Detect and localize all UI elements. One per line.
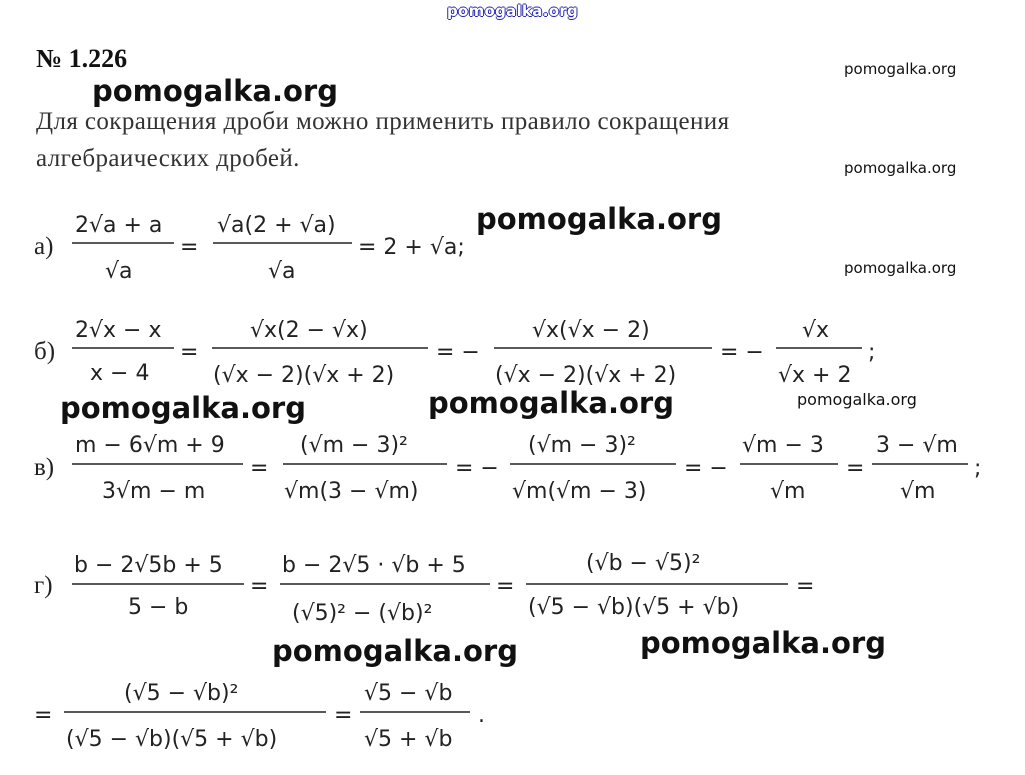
intro-text-line-1: Для сокращения дроби можно применить правило сокращения xyxy=(36,108,730,135)
part-a xyxy=(34,213,465,284)
part-v-frac5-denominator: √m xyxy=(900,479,936,504)
problem-number: № 1.226 xyxy=(36,44,128,73)
intro-text-line-2: алгебраических дробей. xyxy=(36,145,300,172)
semicolon: ; xyxy=(868,340,876,365)
part-a-frac1-denominator: √a xyxy=(105,259,133,284)
top-watermark: pomogalka.org xyxy=(446,2,579,20)
part-b-frac1-numerator: 2√x − x xyxy=(75,318,162,343)
part-g-frac5-denominator: √5 + √b xyxy=(364,727,453,752)
equals-sign: = xyxy=(180,235,199,260)
watermark: pomogalka.org xyxy=(844,259,957,277)
part-v-frac1-denominator: 3√m − m xyxy=(102,479,206,504)
part-a-frac2-denominator: √a xyxy=(268,259,296,284)
equals-sign: = xyxy=(846,456,865,481)
part-b-label: б) xyxy=(34,338,56,365)
equals-sign: = xyxy=(34,703,53,728)
equals-minus-sign: = − xyxy=(436,340,480,365)
equals-minus-sign: = − xyxy=(684,456,728,481)
watermark: pomogalka.org xyxy=(844,60,957,78)
part-b-frac2-denominator: (√x − 2)(√x + 2) xyxy=(213,363,395,388)
watermark: pomogalka.org xyxy=(844,159,957,177)
part-b-frac1-denominator: x − 4 xyxy=(90,361,150,386)
part-g-frac1-numerator: b − 2√5b + 5 xyxy=(74,553,223,578)
semicolon: ; xyxy=(974,456,982,481)
equals-sign: = xyxy=(334,703,353,728)
part-v-frac3-numerator: (√m − 3)² xyxy=(528,433,636,458)
part-a-result: = 2 + √a; xyxy=(358,235,465,260)
part-a-label: а) xyxy=(34,233,54,260)
part-v xyxy=(34,433,981,504)
part-v-frac1-numerator: m − 6√m + 9 xyxy=(75,433,225,458)
equals-minus-sign: = − xyxy=(720,340,764,365)
equals-sign: = xyxy=(796,574,815,599)
part-v-label: в) xyxy=(34,454,55,481)
part-v-frac5-numerator: 3 − √m xyxy=(876,433,958,458)
part-b-frac4-denominator: √x + 2 xyxy=(778,363,852,388)
watermark: pomogalka.org xyxy=(797,390,917,409)
part-g-frac4-numerator: (√5 − √b)² xyxy=(124,681,239,706)
part-g-frac3-numerator: (√b − √5)² xyxy=(586,551,701,576)
part-g-label: г) xyxy=(34,572,53,599)
part-b-frac2-numerator: √x(2 − √x) xyxy=(250,318,368,343)
equals-sign: = xyxy=(496,574,515,599)
part-b xyxy=(34,318,875,388)
watermark: pomogalka.org xyxy=(640,626,886,660)
watermark: pomogalka.org xyxy=(92,74,338,108)
watermark: pomogalka.org xyxy=(428,386,674,420)
part-a-frac1-numerator: 2√a + a xyxy=(75,213,163,238)
equals-sign: = xyxy=(180,340,199,365)
part-g-frac2-denominator: (√5)² − (√b)² xyxy=(292,601,433,626)
part-v-frac4-numerator: √m − 3 xyxy=(742,433,824,458)
part-v-frac3-denominator: √m(√m − 3) xyxy=(512,479,647,504)
part-g-frac1-denominator: 5 − b xyxy=(128,595,189,620)
part-g-frac5-numerator: √5 − √b xyxy=(364,681,453,706)
part-g-frac4-denominator: (√5 − √b)(√5 + √b) xyxy=(66,727,278,752)
part-g-frac3-denominator: (√5 − √b)(√5 + √b) xyxy=(528,595,740,620)
part-b-frac3-numerator: √x(√x − 2) xyxy=(532,318,650,343)
part-v-frac2-denominator: √m(3 − √m) xyxy=(284,479,419,504)
part-a-frac2-numerator: √a(2 + √a) xyxy=(217,213,336,238)
equals-sign: = xyxy=(250,574,269,599)
period: . xyxy=(478,703,485,728)
part-g-frac2-numerator: b − 2√5 · √b + 5 xyxy=(282,553,466,578)
watermark: pomogalka.org xyxy=(272,634,518,668)
equals-sign: = xyxy=(250,456,269,481)
watermark: pomogalka.org xyxy=(476,202,722,236)
part-v-frac4-denominator: √m xyxy=(770,479,806,504)
part-v-frac2-numerator: (√m − 3)² xyxy=(300,433,408,458)
watermark: pomogalka.org xyxy=(60,391,306,425)
equals-minus-sign: = − xyxy=(455,456,499,481)
part-b-frac3-denominator: (√x − 2)(√x + 2) xyxy=(495,363,677,388)
part-b-frac4-numerator: √x xyxy=(802,318,830,343)
